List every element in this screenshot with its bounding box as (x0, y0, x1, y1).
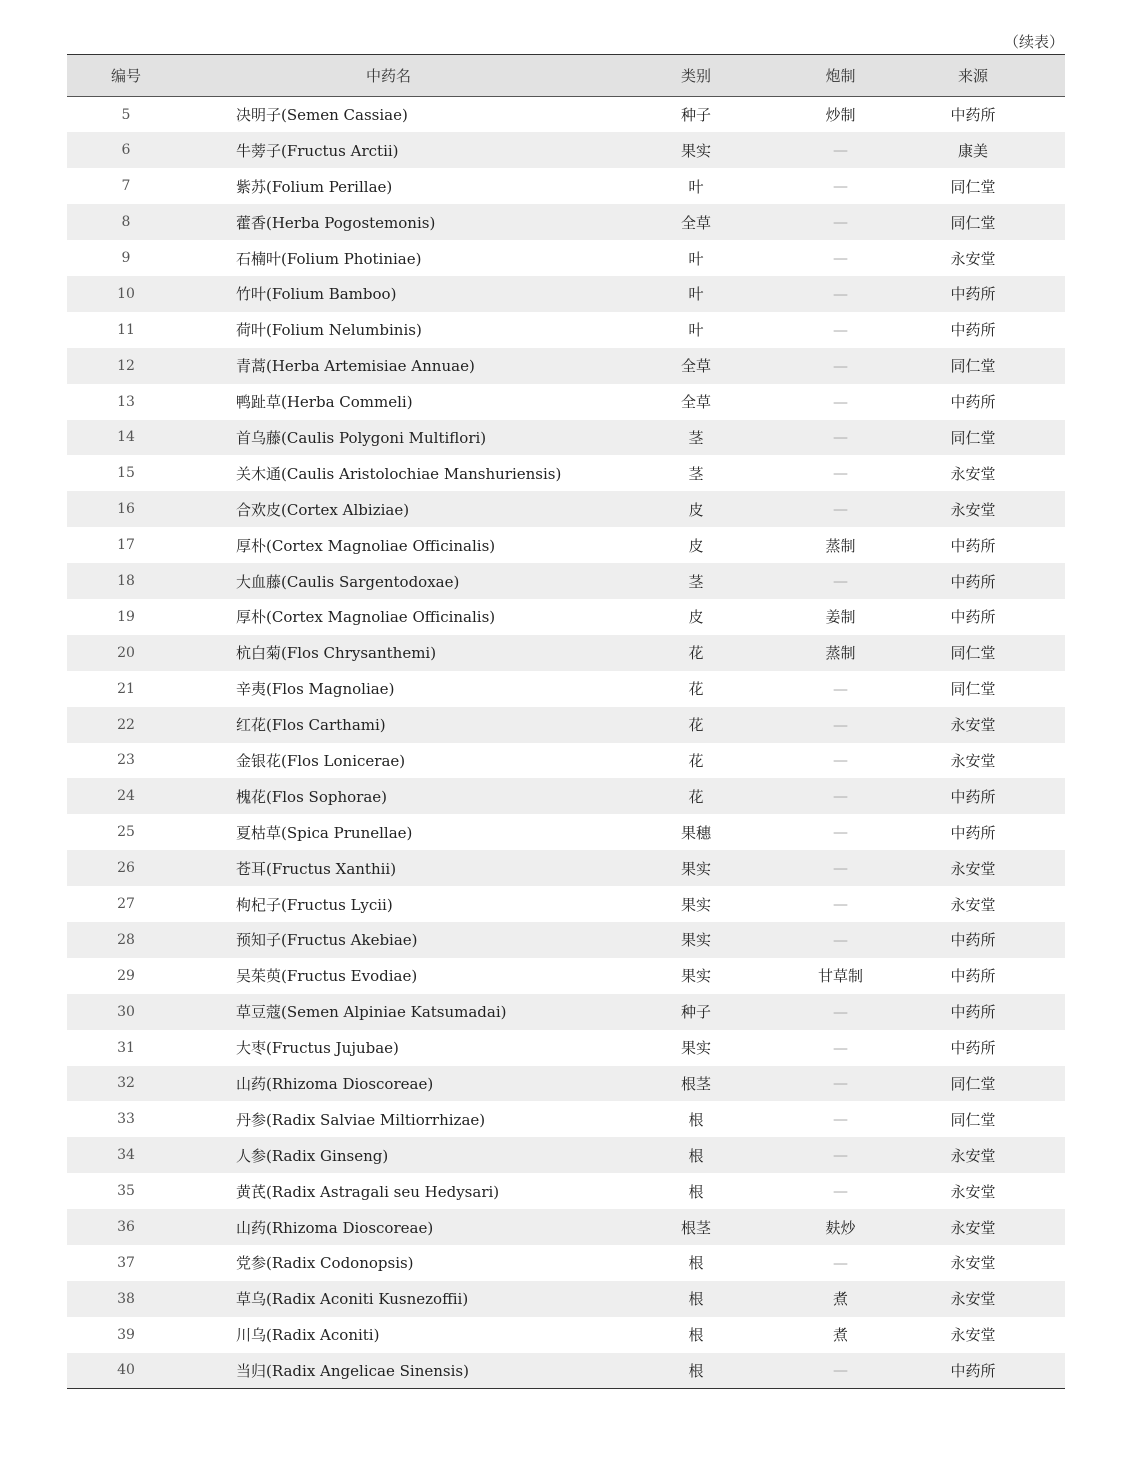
row-category: 皮 (688, 608, 704, 627)
row-source: 中药所 (950, 1039, 996, 1058)
row-processing: — (833, 500, 848, 519)
row-number: 30 (117, 1003, 135, 1020)
row-processing: 煮 (832, 1290, 848, 1309)
row-source: 中药所 (950, 967, 996, 986)
row-category: 茎 (688, 464, 704, 483)
row-processing: — (833, 1038, 848, 1057)
row-number: 17 (117, 537, 135, 554)
row-category: 叶 (688, 249, 704, 268)
row-herb-name: 黄芪(Radix Astragali seu Hedysari) (236, 1182, 500, 1201)
table-row (67, 635, 1065, 671)
row-processing: 蒸制 (825, 536, 856, 555)
row-source: 中药所 (881, 1353, 1065, 1389)
row-source: 中药所 (950, 572, 996, 591)
table-row (67, 455, 1065, 491)
row-source: 永安堂 (950, 1254, 996, 1273)
continued-table-label: （续表） (1003, 33, 1064, 51)
row-number: 37 (117, 1254, 135, 1271)
row-source: 永安堂 (950, 1182, 996, 1201)
table-row (67, 527, 1065, 563)
row-processing: — (833, 1146, 848, 1165)
row-category: 根 (688, 1290, 704, 1309)
row-processing: — (833, 1182, 848, 1201)
row-number: 36 (117, 1219, 135, 1236)
row-number: 33 (117, 1111, 135, 1128)
table-row (67, 994, 1065, 1030)
row-herb-name: 丹参(Radix Salviae Miltiorrhizae) (236, 1110, 486, 1129)
row-category: 根茎 (680, 1074, 711, 1093)
row-number: 20 (117, 644, 135, 661)
row-source: 同仁堂 (950, 680, 996, 699)
row-category: 根 (688, 1182, 704, 1201)
row-category: 果实 (680, 859, 711, 878)
row-number: 38 (117, 1290, 135, 1307)
table-row (67, 384, 1065, 420)
row-herb-name: 草豆蔻(Semen Alpiniae Katsumadai) (236, 1003, 507, 1022)
row-source: 同仁堂 (950, 428, 996, 447)
row-source: 永安堂 (950, 249, 996, 268)
table-row (67, 707, 1065, 743)
row-source: 永安堂 (950, 1146, 996, 1165)
row-herb-name: 合欢皮(Cortex Albiziae) (236, 500, 410, 519)
row-herb-name: 槐花(Flos Sophorae) (236, 787, 387, 806)
row-category: 花 (688, 716, 704, 735)
row-herb-name: 吴茱萸(Fructus Evodiae) (236, 967, 418, 986)
table-row (67, 97, 1065, 133)
row-category: 根 (688, 1326, 704, 1345)
row-source: 中药所 (950, 787, 996, 806)
row-processing: — (833, 787, 848, 806)
row-source: 中药所 (950, 1003, 996, 1022)
row-processing: — (833, 1253, 848, 1272)
row-number: 29 (117, 967, 135, 984)
row-number: 15 (117, 465, 135, 482)
row-herb-name: 厚朴(Cortex Magnoliae Officinalis) (236, 608, 496, 627)
table-row (67, 958, 1065, 994)
table-row (67, 886, 1065, 922)
row-number: 31 (117, 1039, 135, 1056)
row-category: 根茎 (680, 1218, 711, 1237)
row-number: 23 (117, 752, 135, 769)
row-category: 果穗 (680, 823, 711, 842)
row-herb-name: 金银花(Flos Lonicerae) (236, 751, 406, 770)
row-processing: 甘草制 (817, 967, 863, 986)
row-number: 8 (121, 214, 131, 231)
row-category: 花 (688, 644, 704, 663)
row-source: 永安堂 (950, 1326, 996, 1345)
row-category: 果实 (680, 931, 711, 950)
table-row (67, 1209, 1065, 1245)
row-number: 32 (117, 1075, 135, 1092)
row-category: 根 (592, 1353, 800, 1389)
row-source: 中药所 (950, 106, 996, 125)
row-herb-name: 鸭趾草(Herba Commeli) (236, 393, 413, 412)
row-number: 10 (117, 285, 135, 302)
row-category: 叶 (688, 177, 704, 196)
row-processing: — (833, 428, 848, 447)
row-source: 中药所 (950, 285, 996, 304)
table-row (67, 1173, 1065, 1209)
row-herb-name: 石楠叶(Folium Photiniae) (236, 249, 422, 268)
table-row (67, 743, 1065, 779)
row-number: 25 (117, 824, 135, 841)
row-herb-name: 青蒿(Herba Artemisiae Annuae) (236, 357, 475, 376)
row-source: 同仁堂 (950, 357, 996, 376)
row-processing: — (800, 1353, 881, 1389)
row-processing: — (833, 572, 848, 591)
row-processing: — (833, 1074, 848, 1093)
row-herb-name: 紫苏(Folium Perillae) (236, 177, 393, 196)
row-category: 种子 (680, 1003, 711, 1022)
row-processing: — (833, 356, 848, 375)
row-number: 19 (117, 608, 135, 625)
row-source: 永安堂 (950, 859, 996, 878)
row-herb-name: 枸杞子(Fructus Lycii) (236, 895, 393, 914)
row-category: 花 (688, 751, 704, 770)
row-category: 全草 (680, 357, 711, 376)
row-number: 22 (117, 716, 135, 733)
row-source: 康美 (957, 141, 988, 160)
table-row (67, 922, 1065, 958)
row-processing: 姜制 (825, 608, 856, 627)
table-row (67, 1317, 1065, 1353)
table-body (67, 97, 1065, 1389)
row-category: 果实 (680, 895, 711, 914)
herb-table (67, 54, 1065, 1389)
row-number: 6 (121, 142, 131, 159)
row-processing: — (833, 177, 848, 196)
row-herb-name: 党参(Radix Codonopsis) (236, 1254, 414, 1273)
row-source: 同仁堂 (950, 1074, 996, 1093)
table-row (67, 1353, 1065, 1389)
row-number: 28 (117, 931, 135, 948)
row-source: 永安堂 (950, 500, 996, 519)
row-herb-name: 首乌藤(Caulis Polygoni Multiflori) (236, 428, 487, 447)
row-source: 中药所 (950, 321, 996, 340)
row-herb-name: 人参(Radix Ginseng) (236, 1146, 389, 1165)
row-category: 根 (688, 1146, 704, 1165)
row-category: 果实 (680, 1039, 711, 1058)
row-source: 同仁堂 (950, 177, 996, 196)
row-number: 16 (117, 501, 135, 518)
row-processing: 炒制 (825, 106, 856, 125)
row-processing: — (833, 213, 848, 232)
row-processing: — (833, 679, 848, 698)
row-source: 中药所 (950, 608, 996, 627)
row-processing: — (833, 284, 848, 303)
row-source: 永安堂 (950, 1290, 996, 1309)
row-number: 39 (117, 1326, 135, 1343)
row-category: 根 (688, 1254, 704, 1273)
row-number: 9 (121, 250, 131, 266)
row-herb-name: 关木通(Caulis Aristolochiae Manshuriensis) (236, 464, 562, 483)
row-category: 皮 (688, 536, 704, 555)
row-herb-name: 预知子(Fructus Akebiae) (236, 931, 418, 950)
table-row (67, 348, 1065, 384)
row-number: 21 (117, 680, 135, 697)
table-row (67, 132, 1065, 168)
row-source: 中药所 (950, 931, 996, 950)
row-category: 花 (688, 680, 704, 699)
row-source: 永安堂 (950, 464, 996, 483)
row-category: 茎 (688, 428, 704, 447)
row-number: 24 (117, 788, 135, 805)
row-herb-name: 杭白菊(Flos Chrysanthemi) (236, 644, 437, 663)
row-herb-name: 草乌(Radix Aconiti Kusnezoffii) (236, 1290, 469, 1309)
row-number: 34 (117, 1147, 135, 1164)
row-processing: 煮 (832, 1326, 848, 1345)
row-source: 永安堂 (950, 716, 996, 735)
header-herb-name: 中药名 (185, 55, 592, 97)
row-category: 果实 (680, 967, 711, 986)
row-herb-name: 当归(Radix Angelicae Sinensis) (185, 1353, 592, 1389)
table-row (67, 312, 1065, 348)
table-row (67, 240, 1065, 276)
row-source: 永安堂 (950, 1218, 996, 1237)
row-category: 叶 (688, 285, 704, 304)
row-herb-name: 荷叶(Folium Nelumbinis) (236, 321, 422, 340)
table-row (67, 563, 1065, 599)
table-row (67, 1245, 1065, 1281)
table-row (67, 1137, 1065, 1173)
table-row (67, 599, 1065, 635)
row-category: 皮 (688, 500, 704, 519)
row-number: 11 (117, 321, 135, 338)
table-row (67, 1101, 1065, 1137)
row-processing: — (833, 1110, 848, 1129)
row-herb-name: 厚朴(Cortex Magnoliae Officinalis) (236, 536, 496, 555)
row-herb-name: 大枣(Fructus Jujubae) (236, 1039, 399, 1058)
header-number: 编号 (67, 55, 185, 97)
row-processing: — (833, 464, 848, 483)
row-source: 中药所 (950, 536, 996, 555)
row-herb-name: 藿香(Herba Pogostemonis) (236, 213, 436, 232)
row-number: 18 (117, 573, 135, 590)
row-source: 永安堂 (950, 895, 996, 914)
table-row (67, 671, 1065, 707)
row-category: 全草 (680, 213, 711, 232)
table-row (67, 491, 1065, 527)
row-source: 中药所 (950, 393, 996, 412)
row-number: 40 (67, 1353, 185, 1389)
row-herb-name: 决明子(Semen Cassiae) (236, 106, 408, 125)
row-category: 茎 (688, 572, 704, 591)
table-row (67, 420, 1065, 456)
table-header-row (67, 55, 1065, 97)
table-row (67, 1281, 1065, 1317)
row-processing: — (833, 141, 848, 160)
header-source: 来源 (881, 55, 1065, 97)
row-source: 同仁堂 (950, 1110, 996, 1129)
row-source: 同仁堂 (950, 644, 996, 663)
row-herb-name: 红花(Flos Carthami) (236, 716, 386, 735)
row-processing: — (833, 751, 848, 770)
table-row (67, 850, 1065, 886)
row-herb-name: 辛夷(Flos Magnoliae) (236, 680, 395, 699)
row-processing: — (833, 715, 848, 734)
row-category: 种子 (680, 106, 711, 125)
row-number: 27 (117, 896, 135, 913)
table-row (67, 168, 1065, 204)
table-row (67, 204, 1065, 240)
row-source: 同仁堂 (950, 213, 996, 232)
table-row (67, 814, 1065, 850)
row-herb-name: 牛蒡子(Fructus Arctii) (236, 141, 399, 160)
row-processing: — (833, 930, 848, 949)
row-processing: — (833, 1002, 848, 1021)
table-row (67, 1030, 1065, 1066)
row-processing: — (833, 823, 848, 842)
row-number: 7 (121, 178, 131, 195)
row-herb-name: 竹叶(Folium Bamboo) (236, 285, 397, 304)
row-herb-name: 川乌(Radix Aconiti) (236, 1326, 380, 1345)
row-herb-name: 夏枯草(Spica Prunellae) (236, 823, 413, 842)
row-category: 根 (688, 1110, 704, 1129)
header-processing: 炮制 (800, 55, 881, 97)
row-number: 26 (117, 860, 135, 877)
row-processing: 蒸制 (825, 644, 856, 663)
row-processing: — (833, 895, 848, 914)
row-number: 35 (117, 1183, 135, 1200)
row-herb-name: 山药(Rhizoma Dioscoreae) (236, 1218, 434, 1237)
row-number: 5 (121, 106, 131, 123)
row-category: 果实 (680, 141, 711, 160)
table-row (67, 1066, 1065, 1102)
table-row (67, 276, 1065, 312)
table-row (67, 778, 1065, 814)
row-processing: — (833, 320, 848, 339)
row-processing: — (833, 859, 848, 878)
row-category: 叶 (688, 321, 704, 340)
row-source: 中药所 (950, 823, 996, 842)
row-category: 全草 (680, 393, 711, 412)
row-herb-name: 苍耳(Fructus Xanthii) (236, 859, 397, 878)
header-category: 类别 (592, 55, 800, 97)
row-category: 花 (688, 787, 704, 806)
row-herb-name: 山药(Rhizoma Dioscoreae) (236, 1074, 434, 1093)
row-processing: — (833, 392, 848, 411)
row-processing: — (833, 249, 848, 267)
row-number: 14 (117, 429, 135, 446)
row-number: 13 (117, 393, 135, 410)
row-herb-name: 大血藤(Caulis Sargentodoxae) (236, 572, 460, 591)
row-processing: 麸炒 (825, 1218, 856, 1237)
row-number: 12 (117, 357, 135, 374)
row-source: 永安堂 (950, 751, 996, 770)
